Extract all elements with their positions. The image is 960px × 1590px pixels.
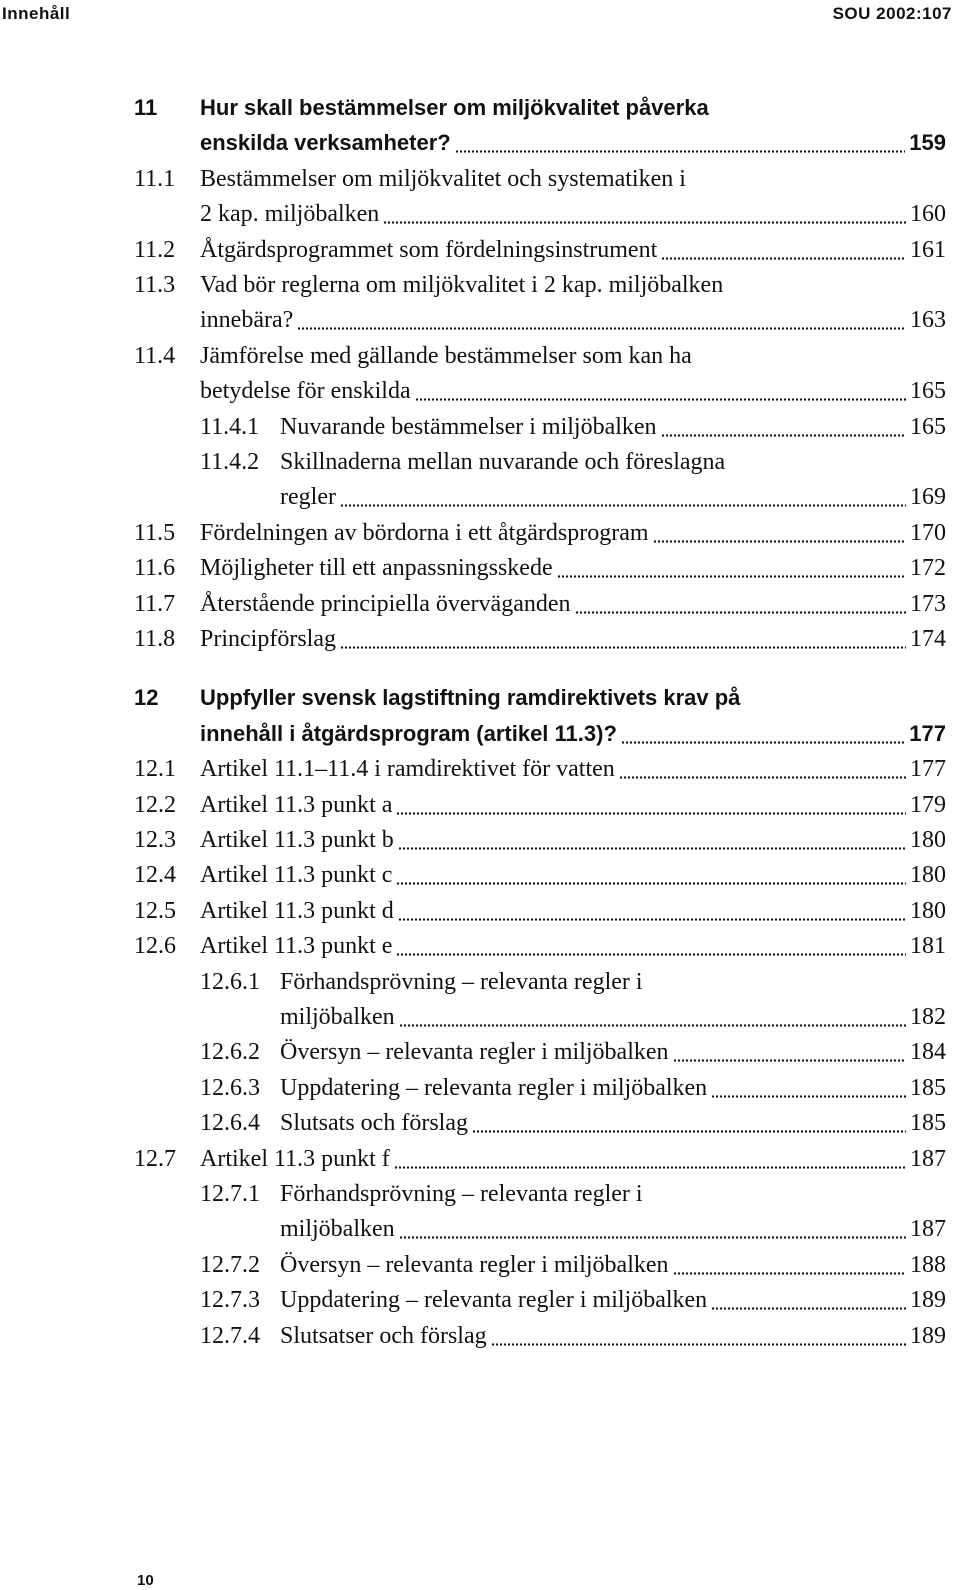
toc-entry-number: 11.3 bbox=[134, 272, 176, 298]
toc-entry-title: Förhandsprövning – relevanta regler i bbox=[280, 1181, 643, 1207]
toc-dot-leader bbox=[491, 1343, 906, 1346]
toc-dot-leader bbox=[297, 327, 906, 330]
toc-entry-line bbox=[0, 714, 960, 754]
toc-entry-title: Artikel 11.3 punkt e bbox=[200, 933, 393, 960]
toc-entry-line bbox=[0, 300, 960, 340]
toc-dot-leader bbox=[711, 1095, 906, 1098]
toc-entry-page: 187 bbox=[910, 1216, 946, 1243]
running-header-right: SOU 2002:107 bbox=[832, 4, 952, 23]
toc-entry-line bbox=[0, 194, 960, 234]
toc-dot-leader bbox=[557, 575, 906, 578]
toc-entry-number: 11.4.1 bbox=[200, 413, 260, 440]
toc-dot-leader bbox=[396, 953, 906, 956]
toc-dot-leader bbox=[396, 812, 906, 815]
toc-entry-title: Artikel 11.3 punkt b bbox=[200, 827, 394, 853]
toc-entry-title: Möjligheter till ett anpassningsskede bbox=[200, 555, 553, 582]
toc-dot-leader bbox=[661, 434, 906, 437]
toc-entry-line bbox=[0, 371, 960, 411]
toc-entry-page: 180 bbox=[910, 897, 946, 924]
toc-entry-title: Artikel 11.3 punkt c bbox=[200, 862, 393, 889]
toc-entry-line bbox=[0, 88, 960, 128]
toc-dot-leader bbox=[711, 1307, 906, 1310]
toc-entry-line bbox=[0, 265, 960, 305]
toc-entry-number: 12.3 bbox=[134, 827, 176, 853]
toc-entry-number: 12.1 bbox=[134, 756, 176, 783]
toc-entry-page: 184 bbox=[910, 1039, 946, 1066]
toc-entry-page: 165 bbox=[910, 413, 946, 440]
toc-entry-number: 12.6.4 bbox=[200, 1110, 260, 1137]
toc-entry-page: 185 bbox=[910, 1074, 946, 1101]
toc-entry-title: betydelse för enskilda bbox=[200, 378, 411, 405]
toc-entry-number: 11.7 bbox=[134, 590, 176, 617]
toc-entry-page: 189 bbox=[910, 1287, 946, 1314]
toc-entry-title: Återstående principiella överväganden bbox=[200, 590, 571, 617]
toc-entry-title: Uppdatering – relevanta regler i miljöbalken bbox=[280, 1287, 708, 1314]
toc-entry-line bbox=[0, 123, 960, 163]
toc-entry-title: Översyn – relevanta regler i miljöbalken bbox=[280, 1039, 669, 1066]
toc-entry-title: Artikel 11.1–11.4 i ramdirektivet för vatten bbox=[200, 756, 615, 783]
toc-entry-line bbox=[0, 513, 960, 553]
toc-entry-title: 2 kap. miljöbalken bbox=[200, 201, 380, 228]
toc-entry-line bbox=[0, 1032, 960, 1072]
toc-entry-number: 11.4 bbox=[134, 342, 176, 369]
toc-entry-title: miljöbalken bbox=[280, 1216, 395, 1243]
toc-entry-page: 172 bbox=[910, 555, 946, 582]
toc-entry-number: 12.4 bbox=[134, 862, 176, 889]
toc-dot-leader bbox=[575, 611, 907, 614]
toc-dot-leader bbox=[415, 398, 906, 401]
toc-entry-page: 159 bbox=[909, 130, 946, 156]
toc-entry-page: 173 bbox=[910, 590, 946, 617]
toc-entry-line bbox=[0, 548, 960, 588]
toc-entry-page: 174 bbox=[910, 626, 946, 652]
toc-entry-line bbox=[0, 926, 960, 966]
toc-entry-page: 188 bbox=[910, 1251, 946, 1278]
toc-entry-title: Artikel 11.3 punkt a bbox=[200, 791, 393, 818]
toc-dot-leader bbox=[398, 847, 906, 850]
toc-entry-page: 170 bbox=[910, 519, 946, 546]
toc-entry-line bbox=[0, 962, 960, 1002]
toc-dot-leader bbox=[398, 918, 906, 921]
toc-entry-number: 11 bbox=[134, 95, 158, 120]
toc-entry-line bbox=[0, 477, 960, 517]
toc-dot-leader bbox=[399, 1236, 906, 1239]
toc-entry-line bbox=[0, 855, 960, 895]
toc-entry-title: regler bbox=[280, 484, 336, 511]
toc-entry-line bbox=[0, 1316, 960, 1356]
toc-entry-line bbox=[0, 230, 960, 270]
toc-entry-number: 12.7 bbox=[134, 1145, 176, 1172]
toc-entry-line bbox=[0, 891, 960, 931]
toc-entry-page: 179 bbox=[910, 791, 946, 818]
toc-entry-title: Skillnaderna mellan nuvarande och föreslagna bbox=[280, 449, 726, 475]
toc-entry-number: 12.7.3 bbox=[200, 1287, 260, 1314]
toc-entry-line bbox=[0, 785, 960, 825]
toc-entry-number: 11.1 bbox=[134, 165, 176, 192]
toc-entry-number: 12.6.1 bbox=[200, 968, 260, 995]
toc-entry-line bbox=[0, 1280, 960, 1320]
toc-dot-leader bbox=[621, 741, 905, 744]
toc-entry-title: innebära? bbox=[200, 307, 294, 334]
toc-dot-leader bbox=[383, 221, 906, 224]
toc-entry-number: 12.7.4 bbox=[200, 1322, 260, 1349]
toc-entry-number: 12.6 bbox=[134, 933, 176, 960]
toc-entry-number: 12.7.1 bbox=[200, 1181, 260, 1207]
toc-entry-page: 189 bbox=[910, 1322, 946, 1349]
toc-entry-page: 160 bbox=[910, 201, 946, 228]
toc-entry-line bbox=[0, 619, 960, 659]
toc-dot-leader bbox=[394, 1166, 906, 1169]
toc-dot-leader bbox=[472, 1130, 906, 1133]
toc-entry-line bbox=[0, 1174, 960, 1214]
toc-entry-number: 12.6.3 bbox=[200, 1074, 260, 1101]
toc-entry-title: Fördelningen av bördorna i ett åtgärdsprogram bbox=[200, 519, 649, 546]
toc-entry-line bbox=[0, 584, 960, 624]
toc-entry-title: Vad bör reglerna om miljökvalitet i 2 kap. miljöbalken bbox=[200, 272, 724, 298]
toc-entry-title: Bestämmelser om miljökvalitet och systematiken i bbox=[200, 165, 686, 192]
toc-entry-title: Hur skall bestämmelser om miljökvalitet påverka bbox=[200, 95, 709, 120]
toc-entry-page: 177 bbox=[910, 756, 946, 783]
toc-entry-page: 177 bbox=[909, 720, 946, 746]
toc-entry-title: Slutsatser och förslag bbox=[280, 1322, 487, 1349]
toc-entry-title: Principförslag bbox=[200, 626, 336, 652]
toc-entry-number: 12 bbox=[134, 685, 159, 711]
toc-dot-leader bbox=[396, 882, 906, 885]
toc-entry-page: 165 bbox=[910, 378, 946, 405]
toc-entry-title: Uppdatering – relevanta regler i miljöbalken bbox=[280, 1074, 708, 1101]
toc-entry-page: 180 bbox=[910, 827, 946, 853]
toc-entry-title: Uppfyller svensk lagstiftning ramdirektivets krav på bbox=[200, 685, 741, 711]
toc-entry-line bbox=[0, 820, 960, 860]
page-number: 10 bbox=[137, 1572, 154, 1589]
toc-entry-title: Slutsats och förslag bbox=[280, 1110, 468, 1137]
toc-entry-line bbox=[0, 442, 960, 482]
toc-entry-title: Jämförelse med gällande bestämmelser som kan ha bbox=[200, 342, 692, 369]
toc-entry-number: 12.7.2 bbox=[200, 1251, 260, 1278]
toc-entry-page: 169 bbox=[910, 484, 946, 511]
toc-entry-line bbox=[0, 1103, 960, 1143]
toc-entry-title: innehåll i åtgärdsprogram (artikel 11.3)? bbox=[200, 720, 617, 746]
toc-entry-page: 185 bbox=[910, 1110, 946, 1137]
toc-dot-leader bbox=[673, 1272, 906, 1275]
toc-entry-page: 181 bbox=[910, 933, 946, 960]
toc-entry-title: enskilda verksamheter? bbox=[200, 130, 451, 156]
toc-entry-number: 12.6.2 bbox=[200, 1039, 260, 1066]
toc-entry-title: Förhandsprövning – relevanta regler i bbox=[280, 968, 643, 995]
running-header-left: Innehåll bbox=[2, 4, 71, 23]
toc-entry-line bbox=[0, 1209, 960, 1249]
toc-dot-leader bbox=[661, 257, 906, 260]
toc-entry-title: Artikel 11.3 punkt d bbox=[200, 897, 394, 924]
toc-dot-leader bbox=[619, 776, 906, 779]
toc-dot-leader bbox=[455, 150, 906, 153]
toc-entry-page: 187 bbox=[910, 1145, 946, 1172]
toc-dot-leader bbox=[673, 1059, 906, 1062]
toc-entry-number: 11.8 bbox=[134, 626, 176, 652]
toc-entry-line bbox=[0, 1068, 960, 1108]
toc-entry-line bbox=[0, 407, 960, 447]
toc-dot-leader bbox=[399, 1024, 906, 1027]
toc-entry-title: Artikel 11.3 punkt f bbox=[200, 1145, 390, 1172]
toc-dot-leader bbox=[340, 646, 906, 649]
toc-entry-page: 182 bbox=[910, 1004, 946, 1030]
toc-entry-line bbox=[0, 1139, 960, 1179]
toc-entry-page: 180 bbox=[910, 862, 946, 889]
toc-entry-line bbox=[0, 1245, 960, 1285]
toc-entry-line bbox=[0, 678, 960, 718]
toc-entry-title: miljöbalken bbox=[280, 1004, 395, 1030]
toc-dot-leader bbox=[340, 504, 906, 507]
toc-entry-title: Översyn – relevanta regler i miljöbalken bbox=[280, 1251, 669, 1278]
toc-entry-line bbox=[0, 159, 960, 199]
toc-entry-line bbox=[0, 749, 960, 789]
toc-entry-title: Nuvarande bestämmelser i miljöbalken bbox=[280, 413, 657, 440]
toc-entry-number: 11.2 bbox=[134, 236, 176, 263]
toc-dot-leader bbox=[653, 540, 906, 543]
toc-entry-number: 12.5 bbox=[134, 897, 176, 924]
toc-entry-page: 161 bbox=[910, 236, 946, 263]
toc-entry-number: 11.5 bbox=[134, 519, 176, 546]
toc-entry-title: Åtgärdsprogrammet som fördelningsinstrument bbox=[200, 236, 658, 263]
toc-entry-number: 11.4.2 bbox=[200, 449, 260, 475]
toc-entry-line bbox=[0, 336, 960, 376]
toc-entry-number: 12.2 bbox=[134, 791, 176, 818]
toc-entry-number: 11.6 bbox=[134, 555, 176, 582]
toc-entry-line bbox=[0, 997, 960, 1037]
toc-entry-page: 163 bbox=[910, 307, 946, 334]
